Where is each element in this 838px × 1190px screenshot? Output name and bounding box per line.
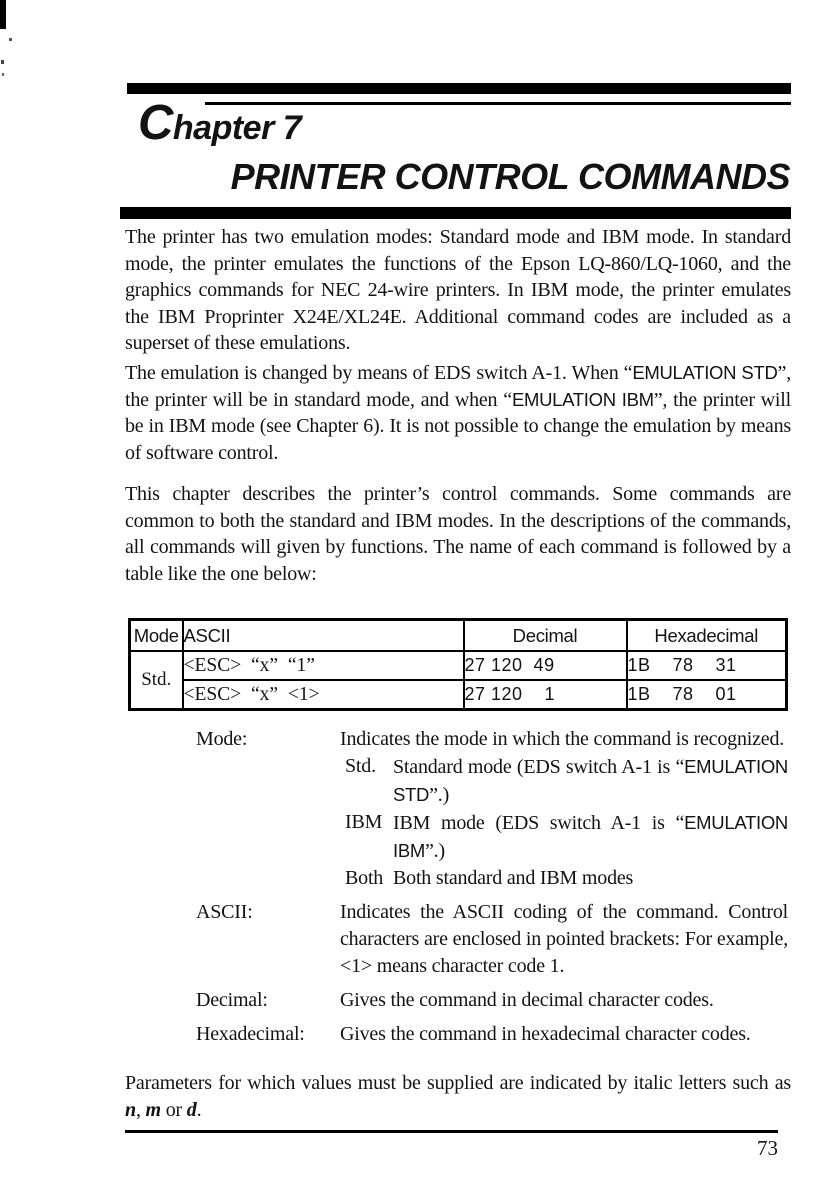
paragraph-chapter-describes: This chapter describes the printer’s control commands. Some commands are common to both the standard and IBM modes. In the descriptions of the commands, all commands will given by functions. The name of each command is followed by a table like the one below: bbox=[125, 483, 791, 585]
mode-subitem-ibm bbox=[340, 809, 788, 865]
table-row bbox=[130, 651, 787, 680]
title-underline-bar bbox=[120, 207, 791, 219]
subitem-description: Standard mode (EDS switch A-1 is “EMULATION STD”.) bbox=[393, 756, 788, 806]
subitem-term: IBM bbox=[345, 811, 383, 833]
page-number: 73 bbox=[757, 1136, 778, 1160]
definition-hexadecimal bbox=[196, 1021, 788, 1048]
col-header-hexadecimal: Hexadecimal bbox=[627, 620, 787, 652]
col-header-ascii: ASCII bbox=[183, 620, 464, 652]
paragraph-eds-switch: The emulation is changed by means of EDS switch A-1. When “EMULATION STD”, the printer will be in standard mode, and when “EMULATION IBM”, the printer will be in IBM mode (see Chapter 6). It is not possible to change the emulation by means of software control. bbox=[125, 362, 791, 464]
scan-artifact bbox=[1, 60, 4, 64]
definition-term: Hexadecimal: bbox=[196, 1023, 305, 1045]
definitions-list bbox=[196, 726, 788, 1055]
subitem-term: Std. bbox=[345, 755, 376, 777]
paragraph-emulation-modes: The printer has two emulation modes: Standard mode and IBM mode. In standard mode, the printer emulates the functions of the Epson LQ-860/LQ-1060, and the graphics commands for NEC 24-wire printers. In IBM mode, the printer emulates the IBM Proprinter X24E/XL24E. Additional command codes are included as a superset of these emulations. bbox=[125, 226, 791, 354]
definition-mode bbox=[196, 726, 788, 892]
definition-term: ASCII: bbox=[196, 901, 253, 923]
col-header-mode: Mode bbox=[130, 620, 183, 652]
paragraph-parameters: Parameters for which values must be supplied are indicated by italic letters such as n, m or d. bbox=[125, 1072, 791, 1121]
header-thick-rule bbox=[127, 83, 791, 94]
scan-artifact bbox=[0, 0, 6, 29]
definition-decimal bbox=[196, 987, 788, 1014]
chapter-initial: C bbox=[138, 96, 173, 150]
footer-rule bbox=[125, 1130, 778, 1133]
decimal-cell: 27 120 1 bbox=[464, 680, 627, 710]
hex-cell: 1B 78 01 bbox=[627, 680, 787, 710]
ascii-cell: <ESC> “x” “1” bbox=[183, 651, 464, 680]
mode-subitem-std bbox=[340, 753, 788, 809]
definition-term: Decimal: bbox=[196, 989, 268, 1011]
table-header-row bbox=[130, 620, 787, 652]
definition-description: Indicates the mode in which the command is recognized. bbox=[340, 728, 785, 750]
subitem-description: IBM mode (EDS switch A-1 is “EMULATION IBM”.) bbox=[393, 812, 788, 862]
subitem-term: Both bbox=[345, 867, 384, 889]
col-header-decimal: Decimal bbox=[464, 620, 627, 652]
hex-cell: 1B 78 31 bbox=[627, 651, 787, 680]
definition-term: Mode: bbox=[196, 728, 248, 750]
chapter-number: hapter 7 bbox=[172, 109, 302, 147]
chapter-heading bbox=[138, 96, 302, 152]
scan-artifact bbox=[9, 38, 12, 41]
decimal-cell: 27 120 49 bbox=[464, 651, 627, 680]
mode-subitem-both bbox=[340, 865, 788, 892]
table-row bbox=[130, 680, 787, 710]
definition-description: Gives the command in hexadecimal character codes. bbox=[340, 1023, 751, 1045]
mode-cell: Std. bbox=[130, 651, 183, 710]
definition-ascii bbox=[196, 899, 788, 980]
definition-description: Indicates the ASCII coding of the command. Control characters are enclosed in pointed brackets: For example, <1> means character code 1. bbox=[340, 901, 788, 977]
page-title: PRINTER CONTROL COMMANDS bbox=[230, 156, 790, 197]
scan-artifact bbox=[2, 73, 4, 76]
ascii-cell: <ESC> “x” <1> bbox=[183, 680, 464, 710]
subitem-description: Both standard and IBM modes bbox=[393, 867, 634, 889]
definition-description: Gives the command in decimal character codes. bbox=[340, 989, 714, 1011]
command-format-table bbox=[128, 618, 788, 711]
